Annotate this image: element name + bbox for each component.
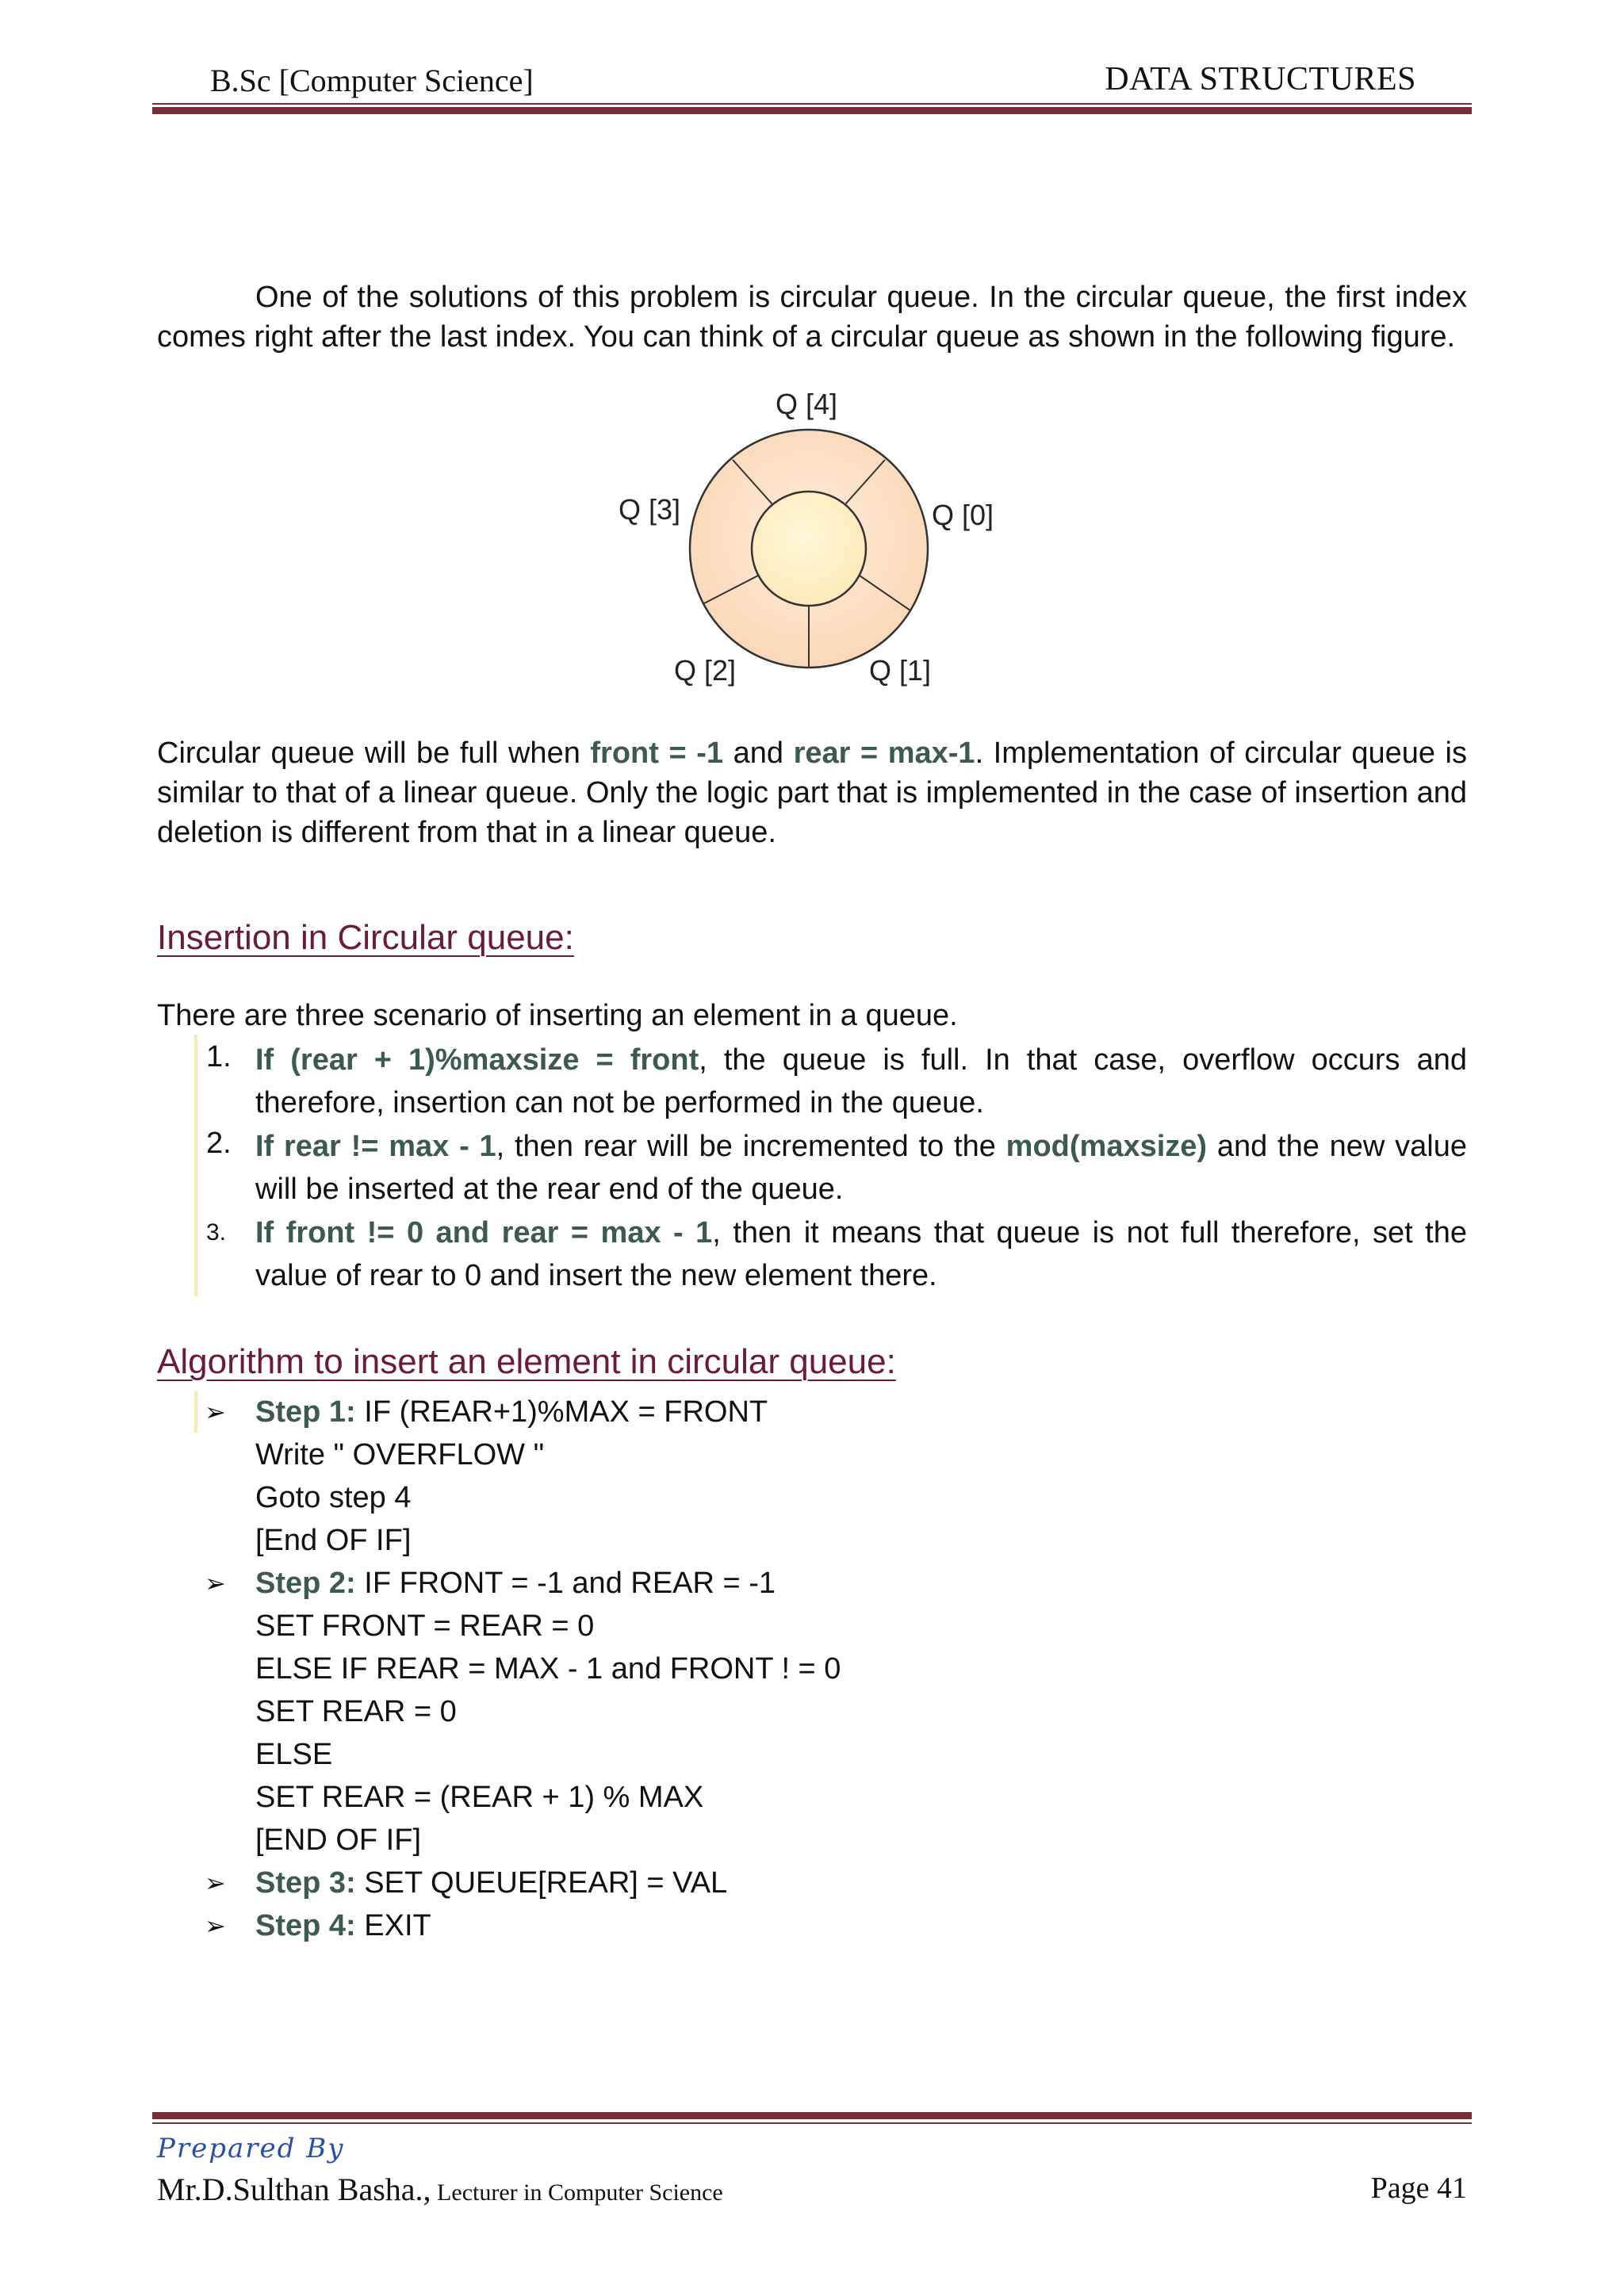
author-line: Mr.D.Sulthan Basha., Lecturer in Computer Science bbox=[157, 2172, 723, 2207]
algorithm-line: [END OF IF] bbox=[255, 1823, 421, 1857]
bullet-arrow-icon: ➢ bbox=[205, 1869, 226, 1897]
scenario-number: 3. bbox=[206, 1219, 227, 1246]
bullet-arrow-icon: ➢ bbox=[205, 1569, 226, 1598]
scenario-number: 1. bbox=[206, 1040, 232, 1073]
footer-rule-thin bbox=[152, 2122, 1472, 2124]
algorithm-heading: Algorithm to insert an element in circular queue: bbox=[157, 1342, 896, 1381]
bullet-arrow-icon: ➢ bbox=[205, 1398, 226, 1426]
algorithm-line: ELSE IF REAR = MAX - 1 and FRONT ! = 0 bbox=[255, 1652, 841, 1686]
algorithm-line: SET REAR = 0 bbox=[255, 1695, 457, 1728]
page-number: Page 41 bbox=[1370, 2172, 1467, 2205]
algorithm-step: Step 2: IF FRONT = -1 and REAR = -1 bbox=[255, 1567, 776, 1600]
algorithm-line: SET REAR = (REAR + 1) % MAX bbox=[255, 1781, 704, 1814]
intro-paragraph: One of the solutions of this problem is circular queue. In the circular queue, the first index comes right after the last index. You can think of a circular queue as shown in the following figure. bbox=[157, 281, 1467, 354]
queue-center bbox=[752, 492, 866, 606]
prepared-by: Prepared By bbox=[157, 2133, 345, 2164]
scenario-item: If (rear + 1)%maxsize = front, the queue is full. In that case, overflow occurs and therefore, insertion can not be performed in the queue. bbox=[255, 1043, 1467, 1119]
list-accent-bar bbox=[194, 1035, 197, 1296]
circular-queue-figure bbox=[603, 381, 1031, 698]
label-q3: Q [3] bbox=[619, 493, 681, 526]
label-q1: Q [1] bbox=[869, 654, 932, 687]
algorithm-line: SET FRONT = REAR = 0 bbox=[255, 1609, 595, 1643]
label-q4: Q [4] bbox=[776, 388, 838, 420]
full-condition-paragraph: Circular queue will be full when front = -1 and rear = max-1. Implementation of circular queue is similar to that of a linear queue. Only the logic part that is implemented in the case of insertion and deletion is different from that in a linear queue. bbox=[157, 737, 1467, 849]
scenario-item: If front != 0 and rear = max - 1, then it means that queue is not full therefore, set the value of rear to 0 and insert the new element there. bbox=[255, 1216, 1467, 1292]
scenario-item: If rear != max - 1, then rear will be incremented to the mod(maxsize) and the new value will be inserted at the rear end of the queue. bbox=[255, 1130, 1467, 1206]
header-subject: DATA STRUCTURES bbox=[1105, 61, 1416, 98]
algorithm-step: Step 4: EXIT bbox=[255, 1909, 431, 1942]
front-condition: front = -1 bbox=[590, 737, 724, 770]
algo-accent-bar bbox=[194, 1391, 197, 1433]
bullet-arrow-icon: ➢ bbox=[205, 1911, 226, 1940]
scenario-number: 2. bbox=[206, 1127, 232, 1160]
algorithm-line: ELSE bbox=[255, 1738, 333, 1771]
header-course: B.Sc [Computer Science] bbox=[210, 63, 534, 98]
header-rule-thick bbox=[152, 107, 1472, 114]
algorithm-line: Write " OVERFLOW " bbox=[255, 1438, 545, 1471]
algorithm-line: Goto step 4 bbox=[255, 1481, 412, 1514]
label-q2: Q [2] bbox=[674, 654, 737, 687]
header-rule-thin bbox=[152, 103, 1472, 105]
algorithm-step: Step 3: SET QUEUE[REAR] = VAL bbox=[255, 1866, 728, 1900]
insertion-heading: Insertion in Circular queue: bbox=[157, 918, 574, 957]
algorithm-line: [End OF IF] bbox=[255, 1524, 412, 1557]
algorithm-step: Step 1: IF (REAR+1)%MAX = FRONT bbox=[255, 1395, 768, 1429]
scenario-intro: There are three scenario of inserting an element in a queue. bbox=[157, 999, 958, 1032]
label-q0: Q [0] bbox=[932, 499, 994, 531]
footer-rule-thick bbox=[152, 2112, 1472, 2119]
rear-condition: rear = max-1 bbox=[793, 737, 975, 770]
